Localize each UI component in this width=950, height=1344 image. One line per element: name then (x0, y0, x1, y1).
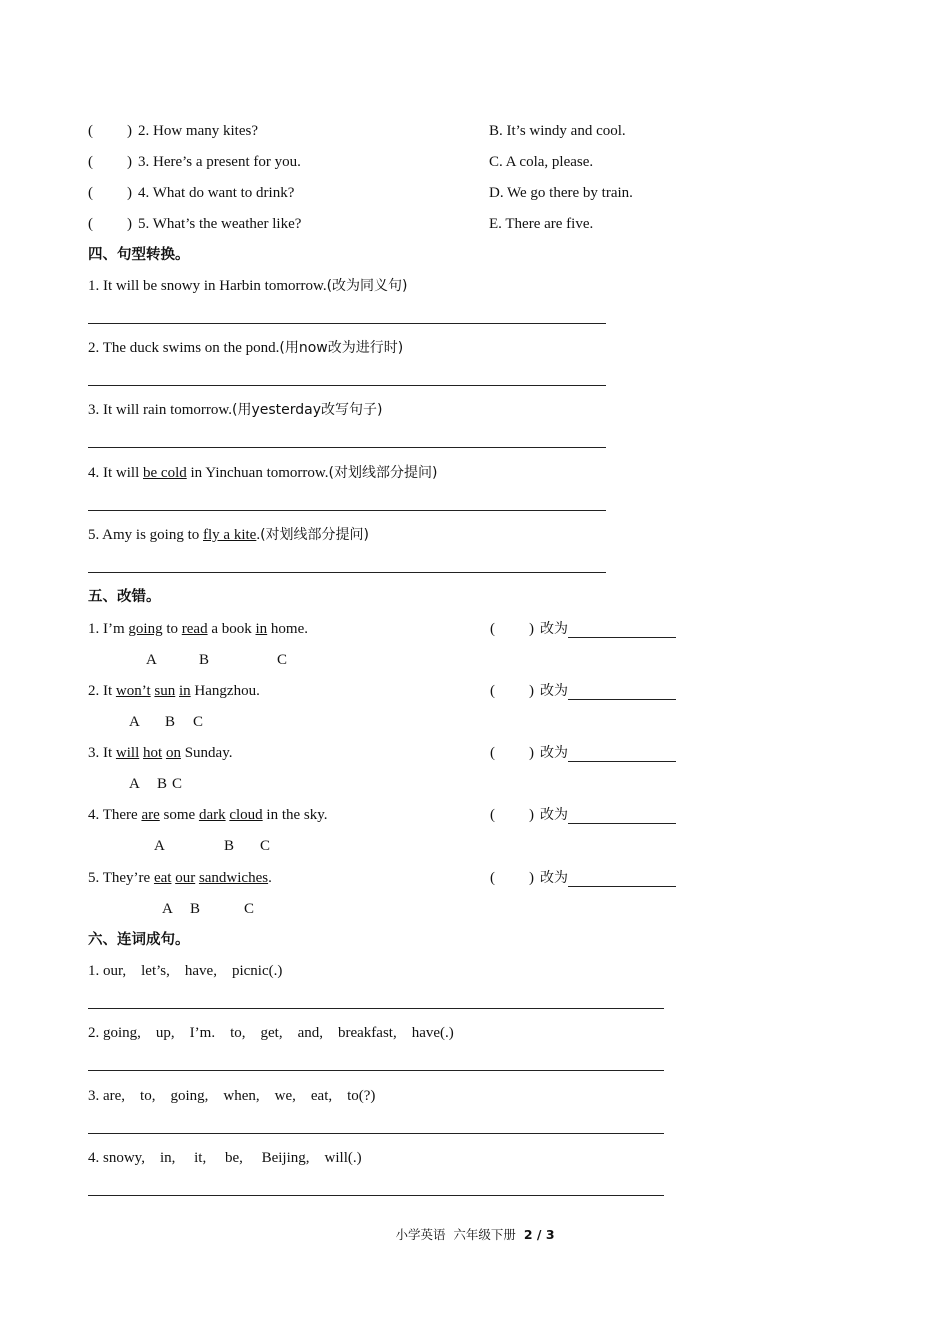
option-letter: C (172, 776, 183, 792)
answer-line[interactable] (88, 510, 606, 511)
fix-blank[interactable] (568, 685, 676, 700)
answer-line[interactable] (88, 447, 606, 448)
answer-line[interactable] (88, 323, 606, 324)
matching-answer-c: C. A cola, please. (489, 154, 594, 170)
section4-question-2: 2. The duck swims on the pond.(用now改为进行时) (88, 340, 404, 356)
section6-question-4: 4. snowy, in, it, be, Beijing, will(.) (88, 1150, 362, 1166)
option-letter: B (199, 652, 210, 668)
footer-label: 小学英语 六年级下册 (395, 1227, 524, 1242)
section5-question-2: 2. It won’t sun in Hangzhou. (88, 683, 260, 699)
answer-paren[interactable]: ( ) (490, 683, 534, 699)
fix-answer-4: ( ) 改为 (490, 806, 676, 824)
answer-line[interactable] (88, 1008, 664, 1009)
page-footer (0, 1225, 950, 1243)
section5-question-5: 5. They’re eat our sandwiches. (88, 870, 272, 886)
section6-question-3: 3. are, to, going, when, we, eat, to(?) (88, 1088, 376, 1104)
page-number: 2 / 3 (523, 1227, 555, 1242)
section4-question-1: 1. It will be snowy in Harbin tomorrow.(改为同义句) (88, 278, 408, 294)
answer-line[interactable] (88, 385, 606, 386)
section4-question-4: 4. It will be cold in Yinchuan tomorrow.(对划线部分提问) (88, 465, 438, 481)
section6-heading: 六、连词成句。 (88, 932, 190, 948)
matching-question-4: ( ) 4. What do want to drink? (88, 185, 295, 201)
option-letter: A (129, 714, 140, 730)
fix-answer-5: ( ) 改为 (490, 869, 676, 887)
fix-blank[interactable] (568, 809, 676, 824)
fix-answer-3: ( ) 改为 (490, 744, 676, 762)
matching-answer-b: B. It’s windy and cool. (489, 123, 626, 139)
matching-answer-d: D. We go there by train. (489, 185, 633, 201)
section5-question-3: 3. It will hot on Sunday. (88, 745, 233, 761)
option-letter: B (157, 776, 168, 792)
answer-line[interactable] (88, 572, 606, 573)
answer-paren[interactable]: ( ) (88, 216, 132, 232)
answer-line[interactable] (88, 1070, 664, 1071)
fix-blank[interactable] (568, 623, 676, 638)
answer-line[interactable] (88, 1195, 664, 1196)
section6-question-2: 2. going, up, I’m. to, get, and, breakfast, have(.) (88, 1025, 454, 1041)
section4-question-5: 5. Amy is going to fly a kite.(对划线部分提问) (88, 527, 370, 543)
matching-question-3: ( ) 3. Here’s a present for you. (88, 154, 301, 170)
option-letter: A (129, 776, 140, 792)
answer-paren[interactable]: ( ) (490, 870, 534, 886)
fix-blank[interactable] (568, 747, 676, 762)
answer-paren[interactable]: ( ) (490, 621, 534, 637)
answer-paren[interactable]: ( ) (88, 185, 132, 201)
option-letter: B (190, 901, 201, 917)
section5-question-1: 1. I’m going to read a book in home. (88, 621, 308, 637)
option-letter: C (277, 652, 288, 668)
section5-question-4: 4. There are some dark cloud in the sky. (88, 807, 328, 823)
option-letter: C (260, 838, 271, 854)
answer-paren[interactable]: ( ) (88, 154, 132, 170)
fix-answer-2: ( ) 改为 (490, 682, 676, 700)
matching-question-2: ( ) 2. How many kites? (88, 123, 258, 139)
option-letter: A (162, 901, 173, 917)
fix-blank[interactable] (568, 872, 676, 887)
option-letter: C (244, 901, 255, 917)
option-letter: C (193, 714, 204, 730)
option-letter: A (154, 838, 165, 854)
answer-paren[interactable]: ( ) (88, 123, 132, 139)
answer-line[interactable] (88, 1133, 664, 1134)
fix-answer-1: ( ) 改为 (490, 620, 676, 638)
option-letter: B (224, 838, 235, 854)
section4-heading: 四、句型转换。 (88, 247, 190, 263)
answer-paren[interactable]: ( ) (490, 807, 534, 823)
section4-question-3: 3. It will rain tomorrow.(用yesterday改写句子) (88, 402, 383, 418)
matching-question-5: ( ) 5. What’s the weather like? (88, 216, 302, 232)
option-letter: B (165, 714, 176, 730)
answer-paren[interactable]: ( ) (490, 745, 534, 761)
option-letter: A (146, 652, 157, 668)
section6-question-1: 1. our, let’s, have, picnic(.) (88, 963, 283, 979)
section5-heading: 五、改错。 (88, 589, 161, 605)
matching-answer-e: E. There are five. (489, 216, 594, 232)
